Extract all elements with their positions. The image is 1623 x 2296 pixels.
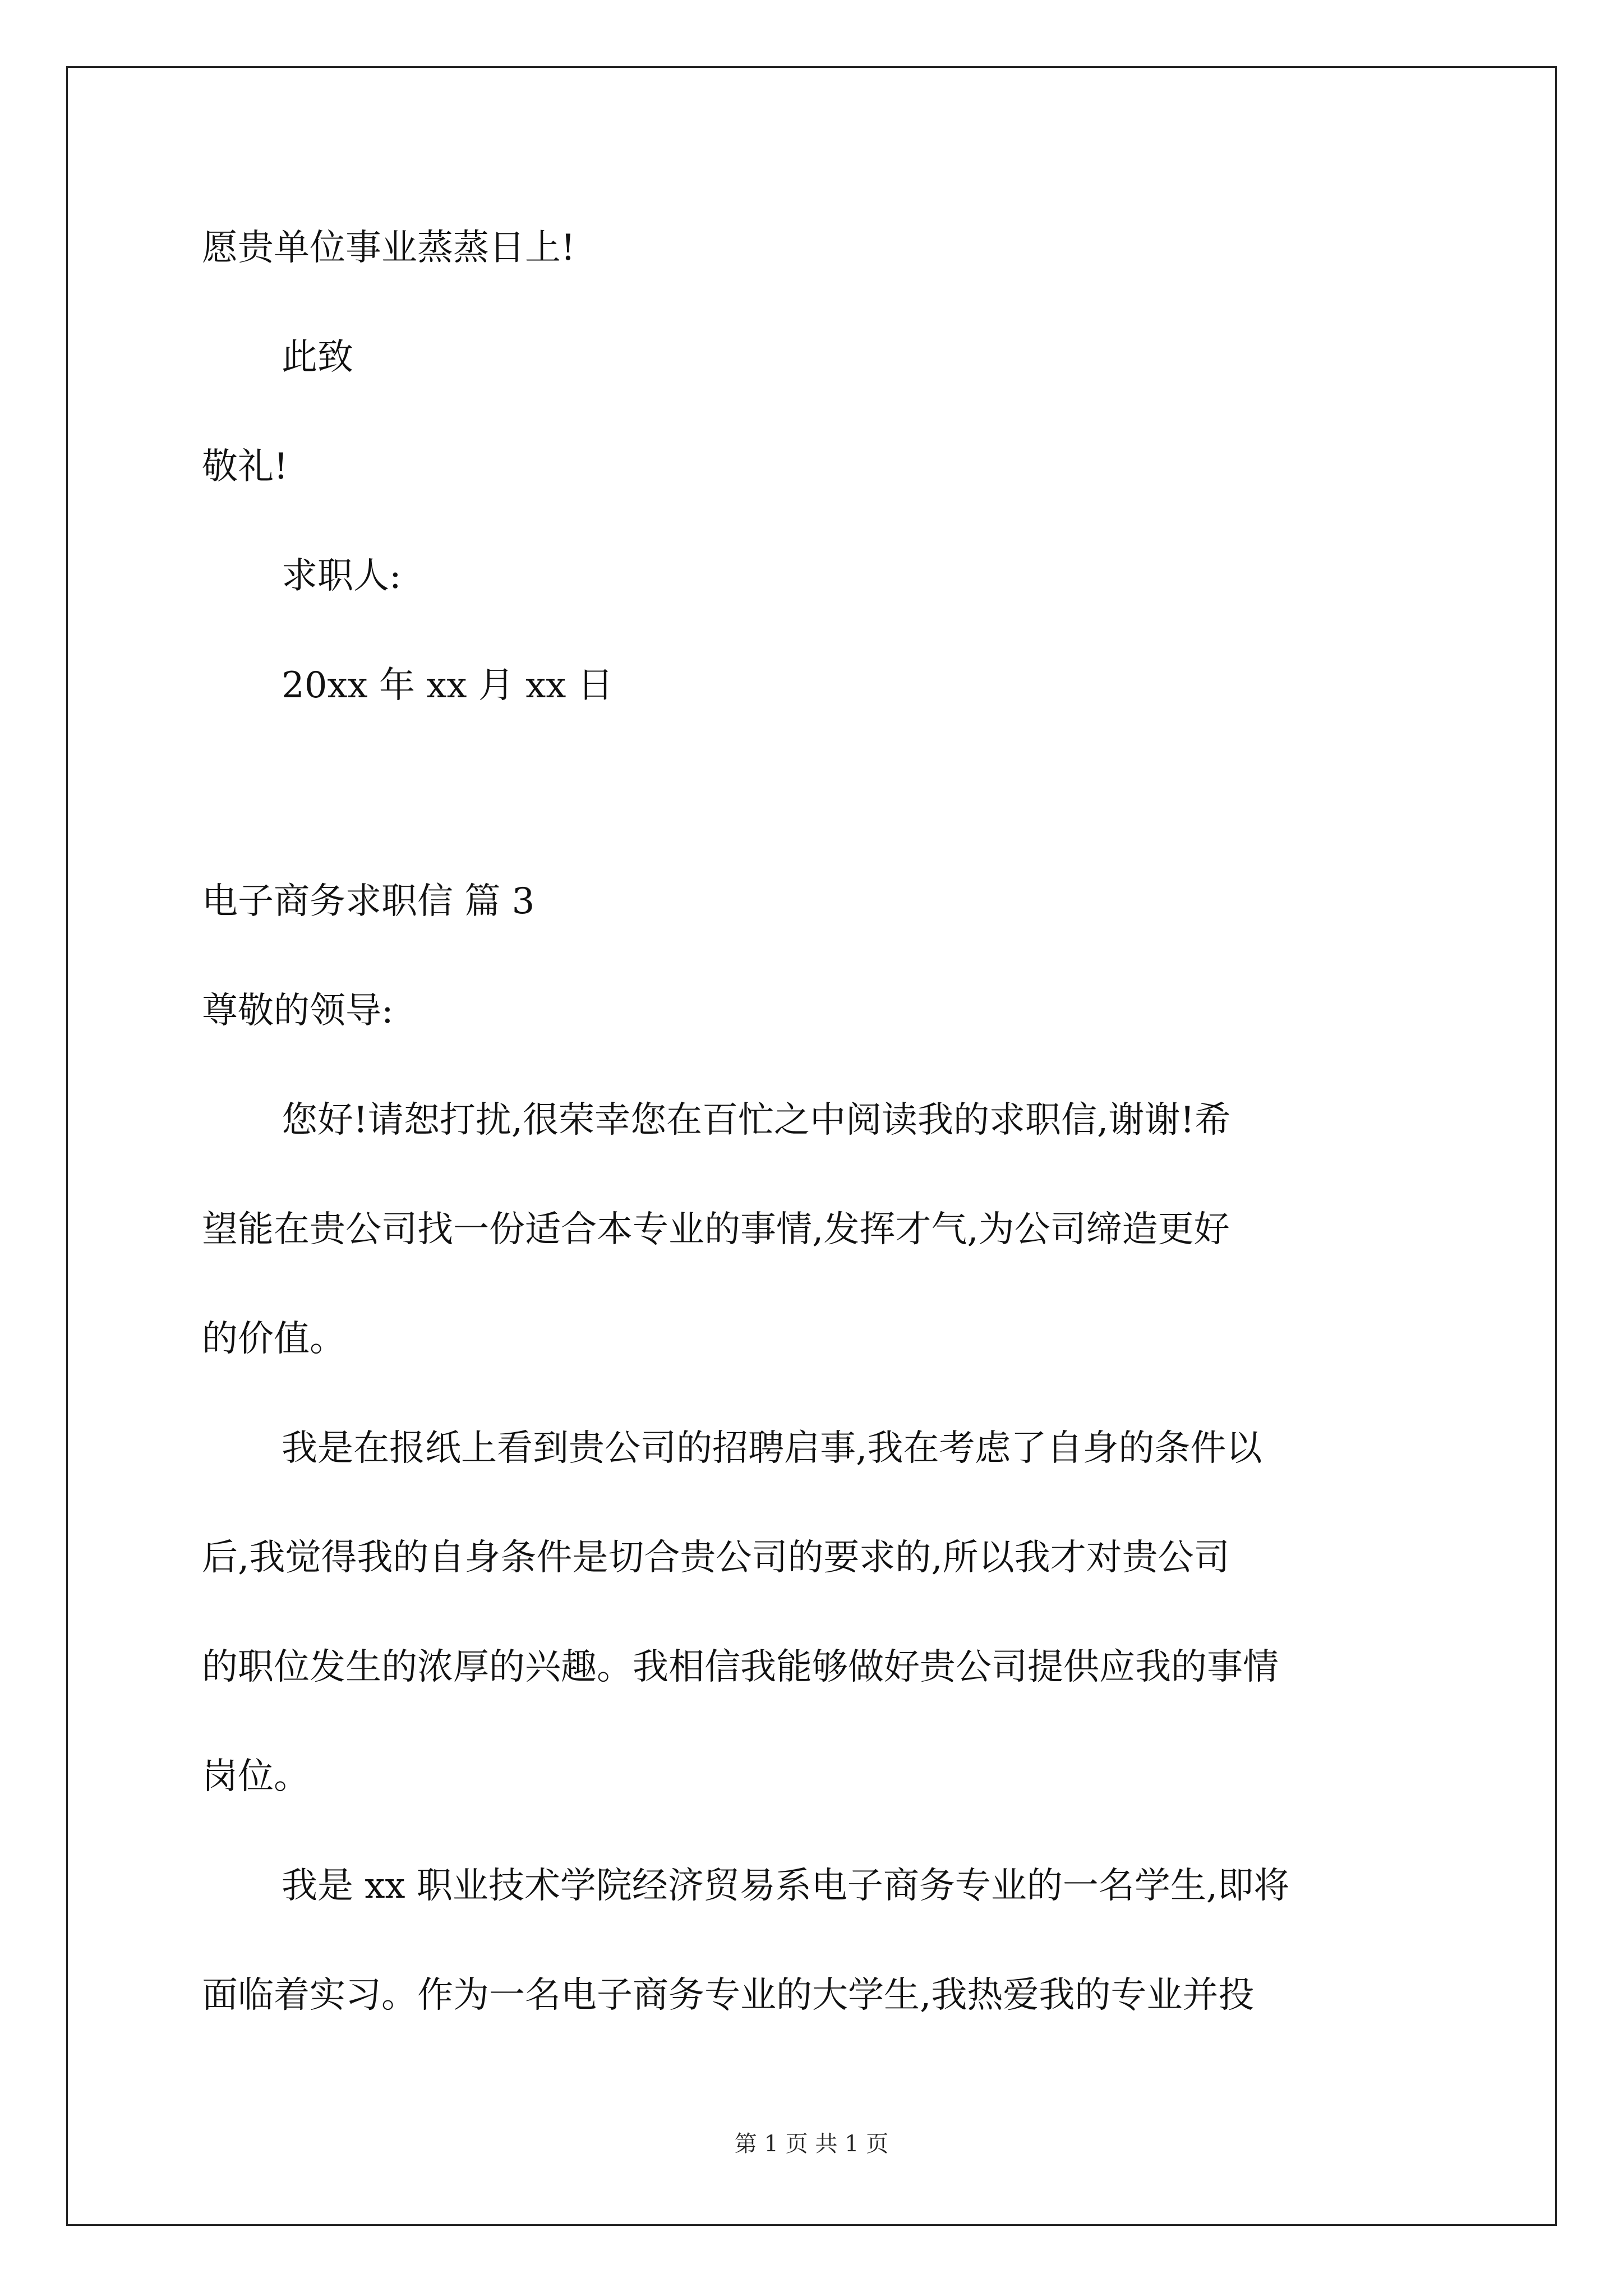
date-line: 20xx 年 xx 月 xx 日 (282, 665, 614, 706)
paragraph-2-line-1: 我是在报纸上看到贵公司的招聘启事,我在考虑了自身的条件以 (282, 1428, 1262, 1469)
salutation-close: 此致 (282, 337, 353, 378)
paragraph-2-line-2: 后,我觉得我的自身条件是切合贵公司的要求的,所以我才对贵公司 (202, 1537, 1230, 1579)
greeting: 尊敬的领导: (202, 990, 394, 1032)
paragraph-1-line-3: 的价值。 (202, 1318, 345, 1360)
page-footer: 第 1 页 共 1 页 (734, 2131, 889, 2157)
paragraph-1-line-1: 您好!请恕打扰,很荣幸您在百忙之中阅读我的求职信,谢谢!希 (282, 1099, 1231, 1141)
applicant-label: 求职人: (282, 555, 402, 597)
respect-line: 敬礼! (202, 446, 288, 487)
paragraph-2-line-4: 岗位。 (202, 1756, 310, 1797)
paragraph-3-line-1: 我是 xx 职业技术学院经济贸易系电子商务专业的一名学生,即将 (282, 1865, 1290, 1907)
section-title: 电子商务求职信 篇 3 (202, 881, 535, 922)
closing-wish: 愿贵单位事业蒸蒸日上! (202, 227, 575, 269)
paragraph-2-line-3: 的职位发生的浓厚的兴趣。我相信我能够做好贵公司提供应我的事情 (202, 1646, 1279, 1688)
paragraph-1-line-2: 望能在贵公司找一份适合本专业的事情,发挥才气,为公司缔造更好 (202, 1209, 1230, 1250)
paragraph-3-line-2: 面临着实习。作为一名电子商务专业的大学生,我热爱我的专业并投 (202, 1975, 1255, 2016)
